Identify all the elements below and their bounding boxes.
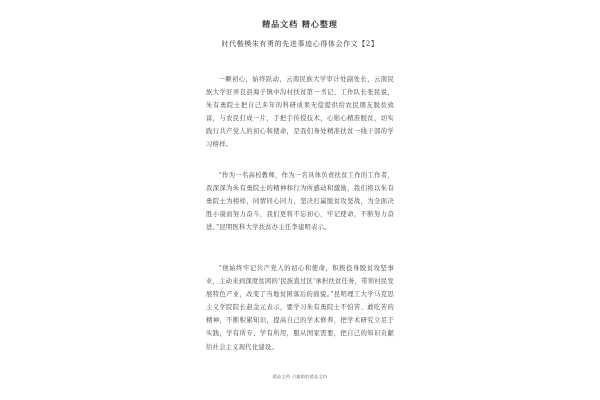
page-footer: 精品文档 可编辑的精品文档 bbox=[272, 374, 328, 379]
paragraph: “作为一名高校教师，作为一名具体负责扶贫工作的工作者，我深深为朱有勇院士的精神和行为所感动和激励，我们将以朱有勇院士为榜样，同情同心同力，坚决打赢脱贫攻坚战，为全面决胜小康而努力奋斗，我们更将不忘初心、牢记使命，不断努力奋进。”昆明医科大学扶贫办主任李建明表示。 bbox=[206, 172, 394, 232]
paragraph: 一颗初心，始终跃动，云南民族大学审计处副处长，云南民族大学驻弄良县海子镇中沟村扶贫第一书记、工作队长张民说，朱有勇院士把自己多年的科研成果无偿提供给农民朋友脱贫致富，与农民打成一片，手把手传授技术，心贴心精准脱贫，切实践行共产党人的初心和使命，是我们身处精准扶贫一线干部的学习榜样。 bbox=[206, 76, 394, 149]
paragraph: “他始终牢记共产党人的初心和使命，积极投身脱贫攻坚事业，主动来到深度贫困的‘民族直过区’承担扶贫任务，带领村民发展特色产业，改变了当地贫困落后的面貌。”昆明理工大学马克思主义学院院长赵金元表示，要学习朱有勇院士不怕苦、敢吃苦的精神，不断积累知识，提高自己的学术修养，把学术研究立足于实践，学有所专、学有所用，服从国家需要，把自己的知识贡献给社会主义现代化建设。 bbox=[206, 265, 394, 351]
document-title: 时代楷模朱有勇的先进事迹心得体会作文【2】 bbox=[221, 40, 379, 48]
page-header: 精品文档 精心整理 bbox=[262, 19, 338, 29]
